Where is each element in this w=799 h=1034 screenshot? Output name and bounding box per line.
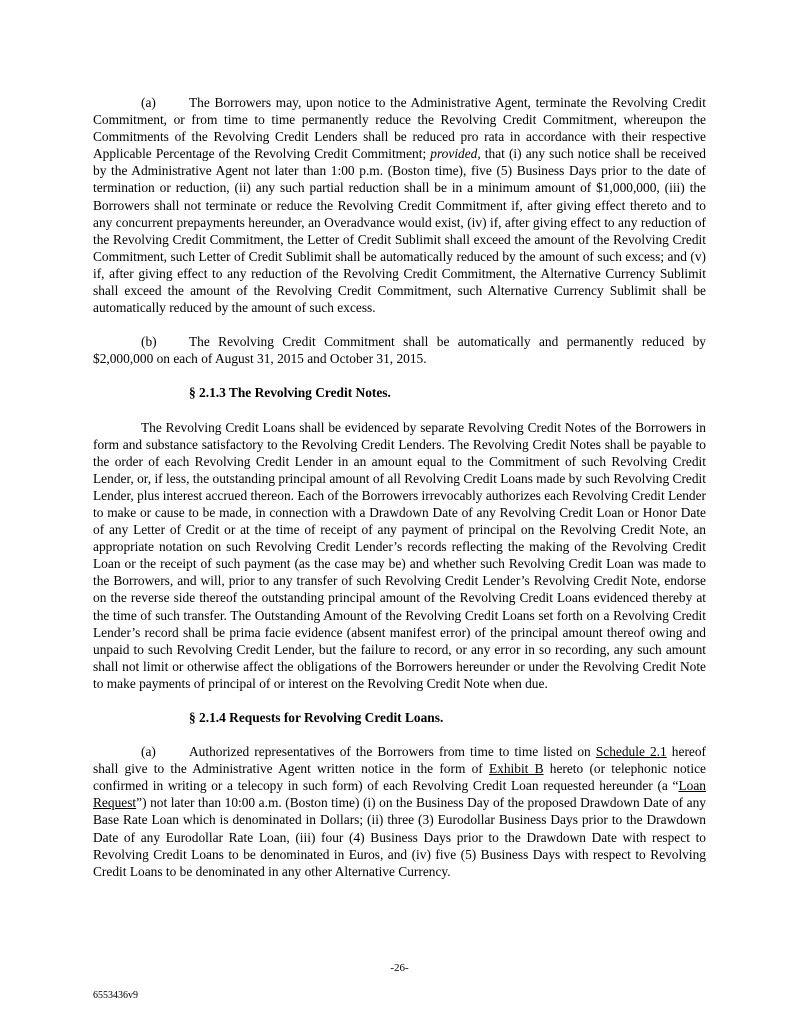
paragraph-text: Authorized representatives of the Borrowers from time to time listed on — [189, 744, 596, 760]
paragraph-text: hereto (or telephonic notice confirmed in writing or a telecopy in such form) of each Revolving Credit Loan requested hereunder (a “ — [93, 761, 706, 794]
paragraph-text: The Revolving Credit Commitment shall be automatically and permanently reduced by $2,000,000 on each of August 31, 2015 and October 31, 2015. — [93, 334, 706, 367]
document-body — [93, 94, 706, 897]
provided-term: provided — [430, 146, 478, 162]
paragraph-2-1-2-b — [93, 333, 706, 367]
exhibit-reference: Exhibit B — [488, 761, 544, 777]
paragraph-label: (a) — [141, 95, 156, 110]
section-heading-2-1-3: § 2.1.3 The Revolving Credit Notes. — [189, 385, 391, 401]
paragraph-text: hereof shall give to the Administrative Agent written notice in the form of — [93, 744, 707, 777]
paragraph-2-1-2-a — [93, 94, 706, 316]
page-number: -26- — [390, 962, 409, 974]
paragraph-label: (b) — [141, 334, 157, 350]
document-id: 6553436v9 — [93, 990, 138, 1001]
paragraph-2-1-4-a — [93, 743, 706, 880]
paragraph-text: , that (i) any such notice shall be received by the Administrative Agent not later than 1:00 p.m. (Boston time), five (5) Business Days prior to the date of termination or reduction, (ii) any such partial reduction shall be in a minimum amount of $1,000,000, (iii) the Borrowers shall not terminate or reduce the Revolving Credit Commitment if, after giving effect thereto and to any concurrent prepayments hereunder, an Overadvance would exist, (iv) if, after giving effect to any reduction of the Revolving Credit Commitment, the Letter of Credit Sublimit shall exceed the amount of the Revolving Credit Commitment, such Letter of Credit Sublimit shall be automatically reduced by the amount of such excess; and (v) if, after giving effect to any reduction of the Revolving Credit Commitment, the Alternative Currency Sublimit shall exceed the amount of the Revolving Credit Commitment, such Alternative Currency Sublimit shall be automatically reduced by the amount of such excess. — [93, 146, 707, 316]
paragraph-label: (a) — [141, 744, 156, 760]
paragraph-2-1-3: The Revolving Credit Loans shall be evidenced by separate Revolving Credit Notes of the Borrowers in form and substance satisfactory to the Revolving Credit Lenders. The Revolving Credit Notes shall be payable to the order of each Revolving Credit Lender in an amount equal to the Commitment of such Revolving Credit Lender, or, if less, the outstanding principal amount of all Revolving Credit Loans made by such Revolving Credit Lender, plus interest accrued thereon. Each of the Borrowers irrevocably authorizes each Revolving Credit Lender to make or cause to be made, in connection with a Drawdown Date of any Revolving Credit Loan or Honor Date of any Letter of Credit or at the time of receipt of any payment of principal on the Revolving Credit Note, an appropriate notation on such Revolving Credit Lender’s records reflecting the making of the Revolving Credit Loan or the receipt of such payment (as the case may be) and whether such Revolving Credit Loan was made to the Borrowers, and will, prior to any transfer of such Revolving Credit Lender’s Revolving Credit Note, endorse on the reverse side thereof the outstanding principal amount of the Revolving Credit Loans evidenced thereby at the time of such transfer. The Outstanding Amount of the Revolving Credit Loans set forth on a Revolving Credit Lender’s record shall be prima facie evidence (absent manifest error) of the principal amount thereof owing and unpaid to such Revolving Credit Lender, but the failure to record, or any error in so recording, any such amount shall not limit or otherwise affect the obligations of the Borrowers hereunder or under the Revolving Credit Note to make payments of principal of or interest on the Revolving Credit Note when due. — [93, 419, 706, 691]
paragraph-text: The Borrowers may, upon notice to the Administrative Agent, terminate the Revolving Credit Commitment, or from time to time permanently reduce the Revolving Credit Commitment, whereupon the Commitments of the Revolving Credit Lenders shall be reduced pro rata in accordance with their respective Applicable Percentage of the Revolving Credit Commitment; — [93, 95, 706, 162]
defined-term-loan-request: Loan Request — [93, 778, 706, 811]
paragraph-text: ”) not later than 10:00 a.m. (Boston time) (i) on the Business Day of the proposed Drawdown Date of any Base Rate Loan which is denominated in Dollars; (ii) three (3) Eurodollar Business Days prior to the Drawdown Date of any Eurodollar Rate Loan, (iii) four (4) Business Days prior to the Drawdown Date with respect to Revolving Credit Loans to be denominated in Euros, and (iv) five (5) Business Days with respect to Revolving Credit Loans to be denominated in any other Alternative Currency. — [93, 795, 706, 879]
schedule-reference: Schedule 2.1 — [595, 744, 667, 760]
section-heading-2-1-4: § 2.1.4 Requests for Revolving Credit Loans. — [189, 710, 444, 725]
